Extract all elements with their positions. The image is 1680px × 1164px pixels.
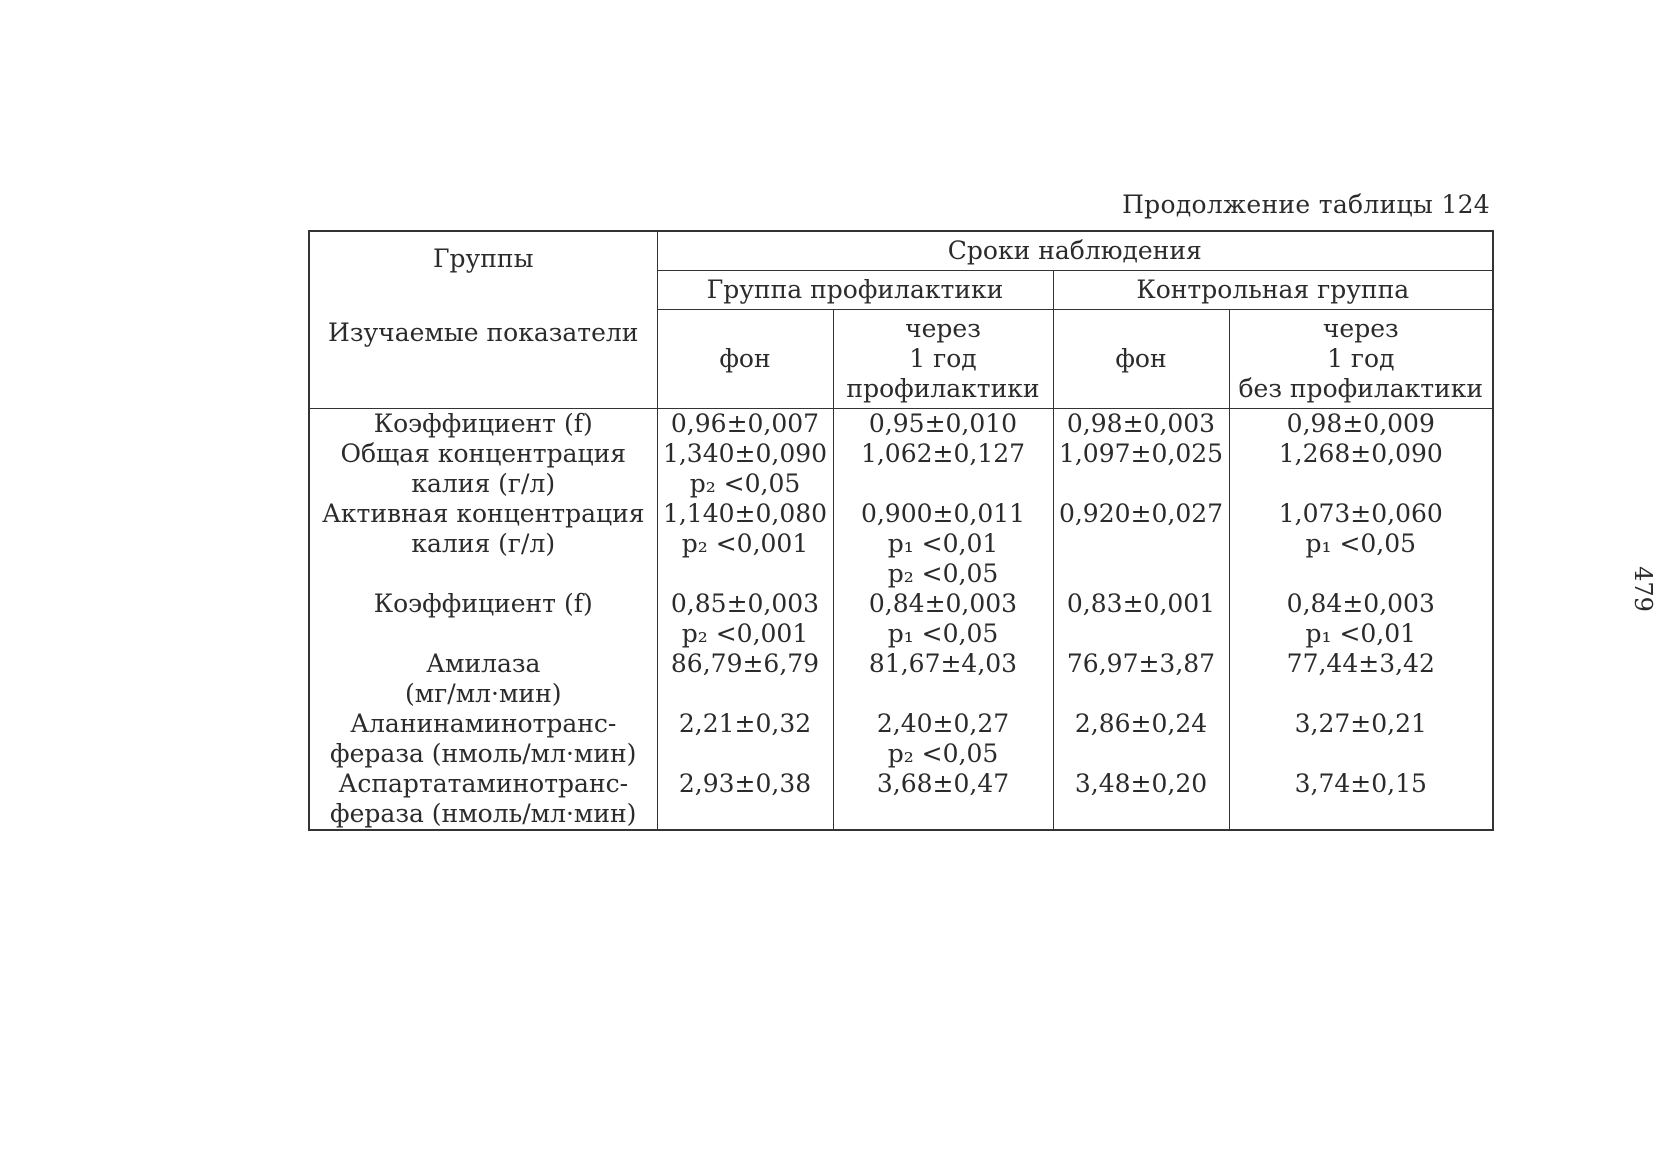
value-text: 2,40±0,27 (876, 709, 1010, 738)
col-after-year-no-prophylaxis: через 1 год без профилактики (1229, 310, 1493, 409)
value-background-2 (1053, 499, 1229, 589)
indicator-name (309, 589, 657, 649)
value-after-year-prophylaxis (833, 769, 1053, 830)
data-table (308, 230, 1494, 831)
corner-top-label: Группы (433, 244, 534, 273)
significance-text: p₁ <0,05 (887, 619, 999, 648)
indicator-line: калия (г/л) (411, 529, 556, 558)
value-after-year-prophylaxis (833, 589, 1053, 649)
value-text: 77,44±3,42 (1286, 649, 1435, 678)
value-background-2 (1053, 589, 1229, 649)
value-background-1 (657, 769, 833, 830)
indicator-line: (мг/мл·мин) (404, 679, 562, 708)
indicator-line: Общая концентрация (340, 439, 627, 468)
value-text: 76,97±3,87 (1066, 649, 1216, 678)
value-text: 0,84±0,003 (868, 589, 1018, 618)
value-text: 0,920±0,027 (1058, 499, 1224, 528)
value-text: 1,268±0,090 (1278, 439, 1443, 468)
significance-text: p₂ <0,05 (689, 469, 801, 498)
indicator-line: калия (г/л) (411, 469, 556, 498)
value-background-1 (657, 439, 833, 499)
indicator-name (309, 439, 657, 499)
col-background-2: фон (1053, 310, 1229, 409)
indicator-line: Аспартатаминотранс- (338, 769, 629, 798)
significance-text: p₂ <0,05 (887, 739, 999, 768)
indicator-line: Аланинаминотранс- (350, 709, 617, 738)
col-after-year-prophylaxis: через 1 год профилактики (833, 310, 1053, 409)
value-background-1 (657, 649, 833, 709)
indicator-name (309, 499, 657, 589)
table-row (309, 409, 1493, 440)
value-text: 3,68±0,47 (876, 769, 1010, 798)
significance-text: p₂ <0,05 (887, 559, 999, 588)
table-row (309, 769, 1493, 830)
value-text: 2,21±0,32 (678, 709, 812, 738)
value-background-1 (657, 709, 833, 769)
value-after-year-no-prophylaxis (1229, 409, 1493, 440)
value-text: 2,86±0,24 (1074, 709, 1208, 738)
table-row (309, 589, 1493, 649)
value-text: 0,96±0,007 (670, 409, 820, 438)
value-background-2 (1053, 409, 1229, 440)
value-after-year-no-prophylaxis (1229, 439, 1493, 499)
indicator-name (309, 649, 657, 709)
observation-periods-header: Сроки наблюдения (657, 231, 1493, 271)
corner-bottom-label: Изучаемые показатели (328, 318, 639, 347)
value-text: 0,95±0,010 (868, 409, 1018, 438)
value-after-year-prophylaxis (833, 649, 1053, 709)
col-background-1: фон (657, 310, 833, 409)
value-text: 1,140±0,080 (662, 499, 828, 528)
value-background-2 (1053, 709, 1229, 769)
value-text: 3,27±0,21 (1294, 709, 1427, 738)
indicator-line: Амилаза (426, 649, 541, 678)
significance-text: p₁ <0,01 (1305, 619, 1417, 648)
value-text: 1,073±0,060 (1278, 499, 1443, 528)
table-caption: Продолжение таблицы 124 (1122, 190, 1490, 219)
indicator-line: фераза (нмоль/мл·мин) (330, 799, 637, 828)
table-row (309, 439, 1493, 499)
page-number: 479 (1628, 566, 1657, 612)
value-after-year-no-prophylaxis (1229, 769, 1493, 830)
indicator-name (309, 709, 657, 769)
value-after-year-no-prophylaxis (1229, 589, 1493, 649)
value-text: 0,98±0,009 (1286, 409, 1435, 438)
corner-header (309, 231, 657, 409)
value-after-year-prophylaxis (833, 499, 1053, 589)
value-after-year-prophylaxis (833, 709, 1053, 769)
value-after-year-prophylaxis (833, 409, 1053, 440)
table-header (309, 231, 1493, 409)
group-control-header: Контрольная группа (1053, 271, 1493, 310)
significance-text: p₂ <0,001 (681, 619, 809, 648)
indicator-name (309, 769, 657, 830)
value-background-1 (657, 409, 833, 440)
significance-text: p₁ <0,05 (1305, 529, 1417, 558)
value-text: 0,83±0,001 (1066, 589, 1216, 618)
value-after-year-prophylaxis (833, 439, 1053, 499)
significance-text: p₁ <0,01 (887, 529, 999, 558)
value-text: 1,097±0,025 (1058, 439, 1224, 468)
group-prophylaxis-header: Группа профилактики (657, 271, 1053, 310)
significance-text: p₂ <0,001 (681, 529, 809, 558)
value-text: 2,93±0,38 (678, 769, 812, 798)
value-text: 1,062±0,127 (860, 439, 1026, 468)
value-text: 3,74±0,15 (1294, 769, 1427, 798)
value-after-year-no-prophylaxis (1229, 649, 1493, 709)
value-after-year-no-prophylaxis (1229, 709, 1493, 769)
value-text: 0,98±0,003 (1066, 409, 1216, 438)
table-body (309, 409, 1493, 831)
table-row (309, 649, 1493, 709)
indicator-name (309, 409, 657, 440)
value-text: 1,340±0,090 (662, 439, 828, 468)
table-row (309, 709, 1493, 769)
value-text: 0,85±0,003 (670, 589, 820, 618)
value-background-2 (1053, 769, 1229, 830)
value-text: 81,67±4,03 (868, 649, 1018, 678)
value-background-2 (1053, 439, 1229, 499)
indicator-line: Коэффициент (f) (373, 589, 593, 618)
value-background-1 (657, 499, 833, 589)
indicator-line: фераза (нмоль/мл·мин) (330, 739, 637, 768)
value-text: 0,84±0,003 (1286, 589, 1435, 618)
table-row (309, 499, 1493, 589)
value-background-1 (657, 589, 833, 649)
value-text: 0,900±0,011 (860, 499, 1026, 528)
value-background-2 (1053, 649, 1229, 709)
value-text: 86,79±6,79 (670, 649, 820, 678)
value-text: 3,48±0,20 (1074, 769, 1208, 798)
indicator-line: Активная концентрация (321, 499, 645, 528)
indicator-line: Коэффициент (f) (373, 409, 593, 438)
value-after-year-no-prophylaxis (1229, 499, 1493, 589)
